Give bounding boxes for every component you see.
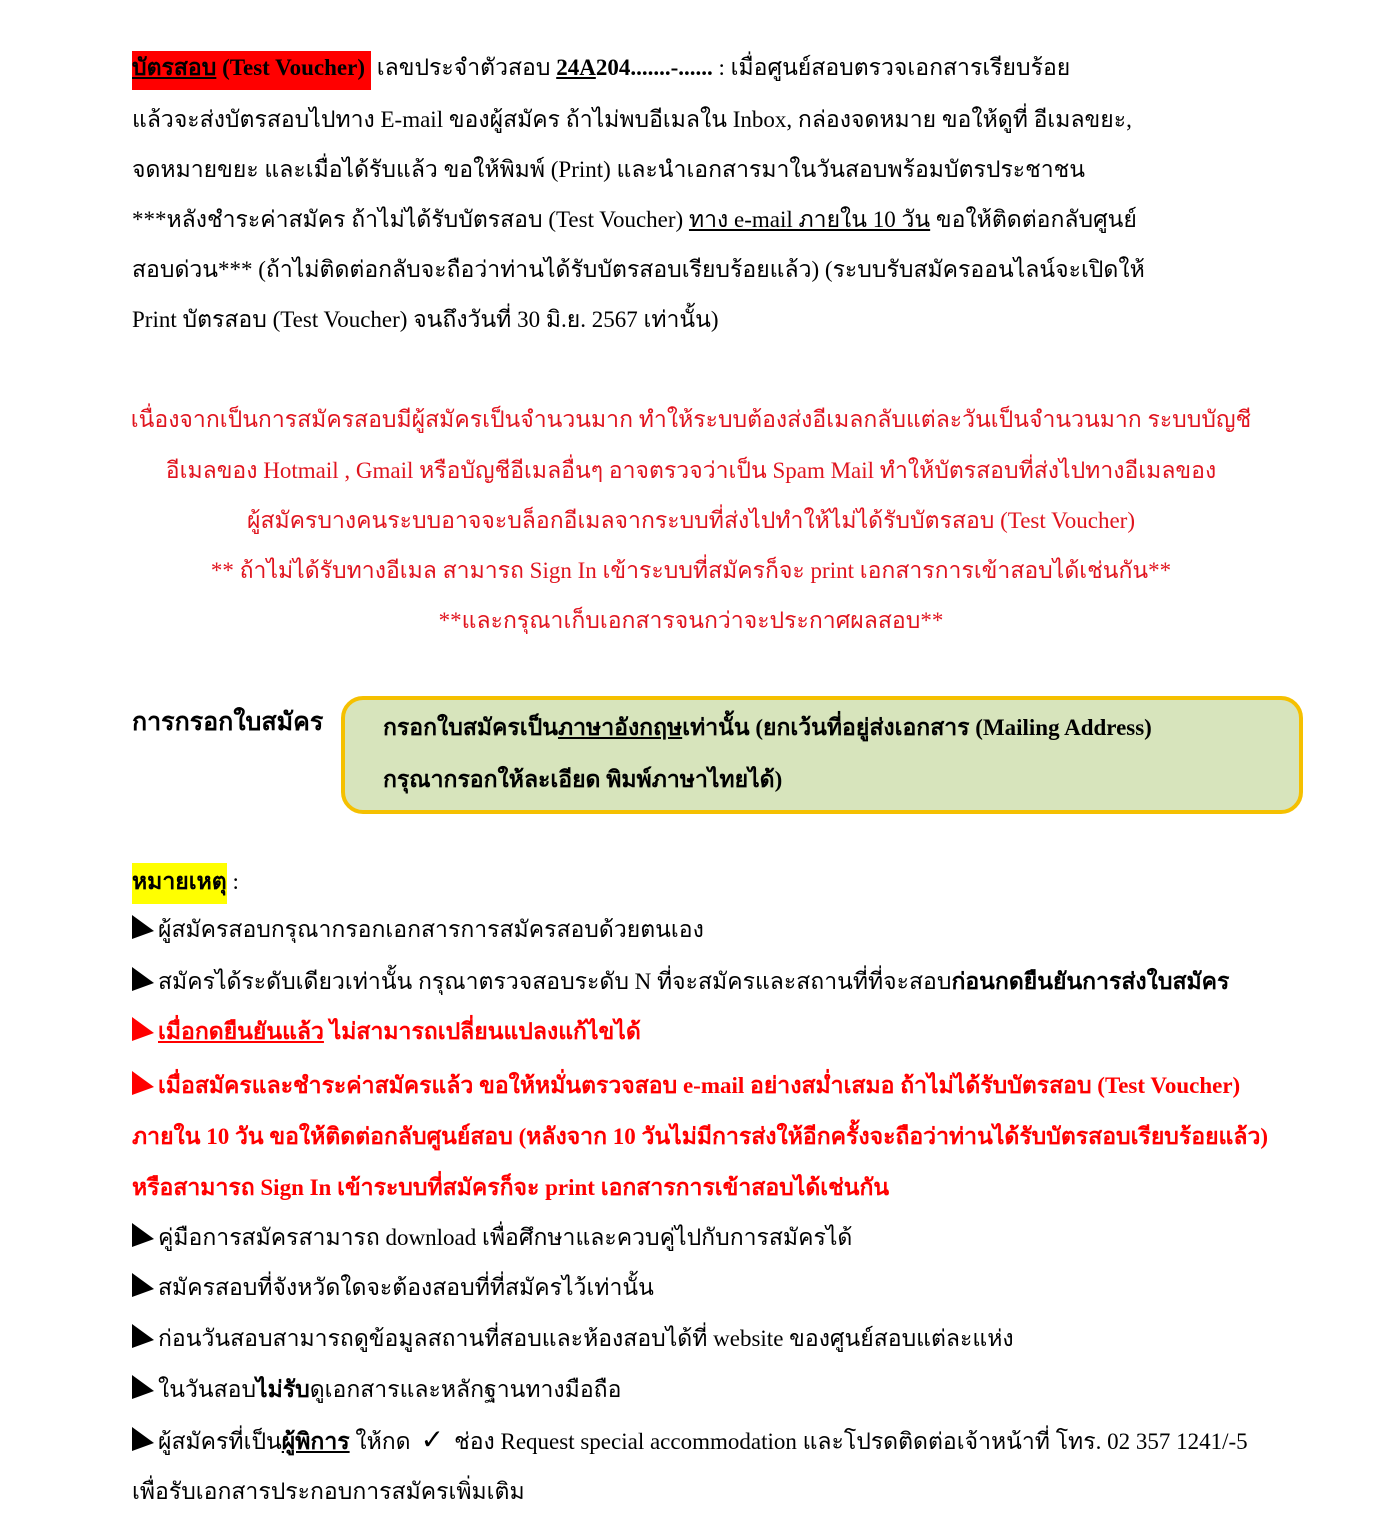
form-instruction-1	[383, 712, 1152, 744]
checkmark-icon: ✓	[420, 1425, 445, 1456]
voucher-label-highlight	[132, 51, 371, 90]
arrow-bullet-icon	[132, 967, 154, 995]
note-text: ไม่สามารถเปลี่ยนแปลงแก้ไขได้	[323, 1019, 641, 1044]
english-only-underlined: ภาษาอังกฤษ	[557, 715, 683, 740]
note-text: ดูเอกสารและหลักฐานทางมือถือ	[309, 1377, 622, 1402]
note-text: ก่อนวันสอบสามารถดูข้อมูลสถานที่สอบและห้องสอบได้ที่ website ของศูนย์สอบแต่ละแห่ง	[158, 1326, 1014, 1351]
note-text: ให้กด	[349, 1429, 411, 1454]
note-item	[132, 1070, 1240, 1102]
arrow-bullet-icon	[132, 1324, 154, 1352]
note-item-continued: เพื่อรับเอกสารประกอบการสมัครเพิ่มเติม	[132, 1479, 525, 1504]
arrow-bullet-icon	[132, 1375, 154, 1403]
intro-line-3: จดหมายขยะ และเมื่อได้รับแล้ว ขอให้พิมพ์ (Print) และนำเอกสารมาในวันสอบพร้อมบัตรประชาชน	[132, 157, 1086, 182]
exam-id-label: เลขประจำตัวสอบ	[371, 55, 557, 80]
notes-title: หมายเหตุ	[132, 863, 227, 904]
warning-line-4: ** ถ้าไม่ได้รับทางอีเมล สามารถ Sign In เข้าระบบที่สมัครก็จะ print เอกสารการเข้าสอบได้เช่นกัน**	[210, 558, 1172, 583]
arrow-bullet-icon	[132, 1223, 154, 1251]
notes-heading	[132, 866, 239, 898]
exam-id-prefix: 24A	[556, 55, 596, 80]
arrow-bullet-icon	[132, 915, 154, 943]
note-item	[132, 966, 1229, 998]
intro-line-2: แล้วจะส่งบัตรสอบไปทาง E-mail ของผู้สมัคร ถ้าไม่พบอีเมลใน Inbox, กล่องจดหมาย ขอให้ดูที่ อีเมลขยะ,	[132, 107, 1132, 132]
exam-id-rest: 204.......-......	[595, 55, 713, 80]
note-text-bold: ก่อนกดยืนยันการส่งใบสมัคร	[951, 969, 1230, 994]
intro-text: : เมื่อศูนย์สอบตรวจเอกสารเรียบร้อย	[712, 55, 1071, 80]
note-item	[132, 1016, 641, 1048]
note-item	[132, 914, 704, 946]
warning-line-3: ผู้สมัครบางคนระบบอาจจะบล็อกอีเมลจากระบบที่ส่งไปทำให้ไม่ได้รับบัตรสอบ (Test Voucher)	[246, 508, 1135, 533]
exam-id-value	[556, 55, 713, 80]
intro-line-5: สอบด่วน*** (ถ้าไม่ติดต่อกลับจะถือว่าท่านได้รับบัตรสอบเรียบร้อยแล้ว) (ระบบรับสมัครออนไลน์จะเปิดให้	[132, 257, 1145, 282]
form-instruction-2: กรุณากรอกให้ละเอียด พิมพ์ภาษาไทยได้)	[383, 767, 783, 792]
arrow-bullet-icon	[132, 1071, 154, 1099]
arrow-bullet-icon	[132, 1427, 154, 1455]
intro-text: ขอให้ติดต่อกลับศูนย์	[930, 207, 1137, 232]
note-item-continued: หรือสามารถ Sign In เข้าระบบที่สมัครก็จะ print เอกสารการเข้าสอบได้เช่นกัน	[132, 1175, 890, 1200]
intro-line-6: Print บัตรสอบ (Test Voucher) จนถึงวันที่ 30 มิ.ย. 2567 เท่านั้น)	[132, 307, 719, 332]
note-text: สมัครได้ระดับเดียวเท่านั้น กรุณาตรวจสอบระดับ N ที่จะสมัครและสถานที่ที่จะสอบ	[158, 969, 952, 994]
intro-line-4	[132, 204, 1137, 236]
note-text: สมัครสอบที่จังหวัดใดจะต้องสอบที่ที่สมัครไว้เท่านั้น	[158, 1275, 654, 1300]
note-item	[132, 1323, 1014, 1355]
box-text: กรอกใบสมัครเป็น	[383, 715, 558, 740]
note-text-underlined: เมื่อกดยืนยันแล้ว	[158, 1019, 324, 1044]
arrow-bullet-icon	[132, 1273, 154, 1301]
arrow-bullet-icon	[132, 1017, 154, 1045]
warning-line-1: เนื่องจากเป็นการสมัครสอบมีผู้สมัครเป็นจำนวนมาก ทำให้ระบบต้องส่งอีเมลกลับแต่ละวันเป็นจำนวนมาก ระบบบัญชี	[130, 407, 1252, 432]
note-text: ผู้สมัครที่เป็น	[158, 1429, 282, 1454]
note-text: เมื่อสมัครและชำระค่าสมัครแล้ว ขอให้หมั่นตรวจสอบ e-mail อย่างสม่ำเสมอ ถ้าไม่ได้รับบัตรสอบ (Test Voucher)	[158, 1073, 1241, 1098]
form-instructions-box	[341, 696, 1303, 814]
form-section-label: การกรอกใบสมัคร	[132, 709, 324, 736]
voucher-label-en: (Test Voucher)	[216, 55, 366, 80]
intro-text: ***หลังชำระค่าสมัคร ถ้าไม่ได้รับบัตรสอบ (Test Voucher)	[132, 207, 689, 232]
warning-line-2: อีเมลของ Hotmail , Gmail หรือบัญชีอีเมลอื่นๆ อาจตรวจว่าเป็น Spam Mail ทำให้บัตรสอบที่ส่งไปทางอีเมลของ	[165, 458, 1217, 483]
note-text-bold: ไม่รับ	[256, 1377, 310, 1402]
note-item	[132, 1272, 654, 1304]
note-text: ผู้สมัครสอบกรุณากรอกเอกสารการสมัครสอบด้วยตนเอง	[158, 917, 704, 942]
note-text-underlined: ผู้พิการ	[281, 1429, 350, 1454]
note-text: คู่มือการสมัครสามารถ download เพื่อศึกษาและควบคู่ไปกับการสมัครได้	[158, 1225, 853, 1250]
note-item	[132, 1425, 1248, 1458]
note-text: ช่อง Request special accommodation และโปรดติดต่อเจ้าหน้าที่ โทร. 02 357 1241/-5	[454, 1429, 1248, 1454]
voucher-label-thai: บัตรสอบ	[132, 55, 217, 80]
note-text: ในวันสอบ	[158, 1377, 257, 1402]
box-text: เท่านั้น (ยกเว้นที่อยู่ส่งเอกสาร (Mailing Address)	[682, 715, 1152, 740]
intro-line-1	[132, 52, 1070, 84]
note-item-continued: ภายใน 10 วัน ขอให้ติดต่อกลับศูนย์สอบ (หลังจาก 10 วันไม่มีการส่งให้อีกครั้งจะถือว่าท่านได้รับบัตรสอบเรียบร้อยแล้ว)	[132, 1124, 1269, 1149]
notes-colon: :	[226, 869, 239, 894]
deadline-underlined: ทาง e-mail ภายใน 10 วัน	[688, 207, 931, 232]
note-item	[132, 1222, 852, 1254]
note-item	[132, 1374, 621, 1406]
warning-line-5: **และกรุณาเก็บเอกสารจนกว่าจะประกาศผลสอบ**	[438, 608, 944, 633]
